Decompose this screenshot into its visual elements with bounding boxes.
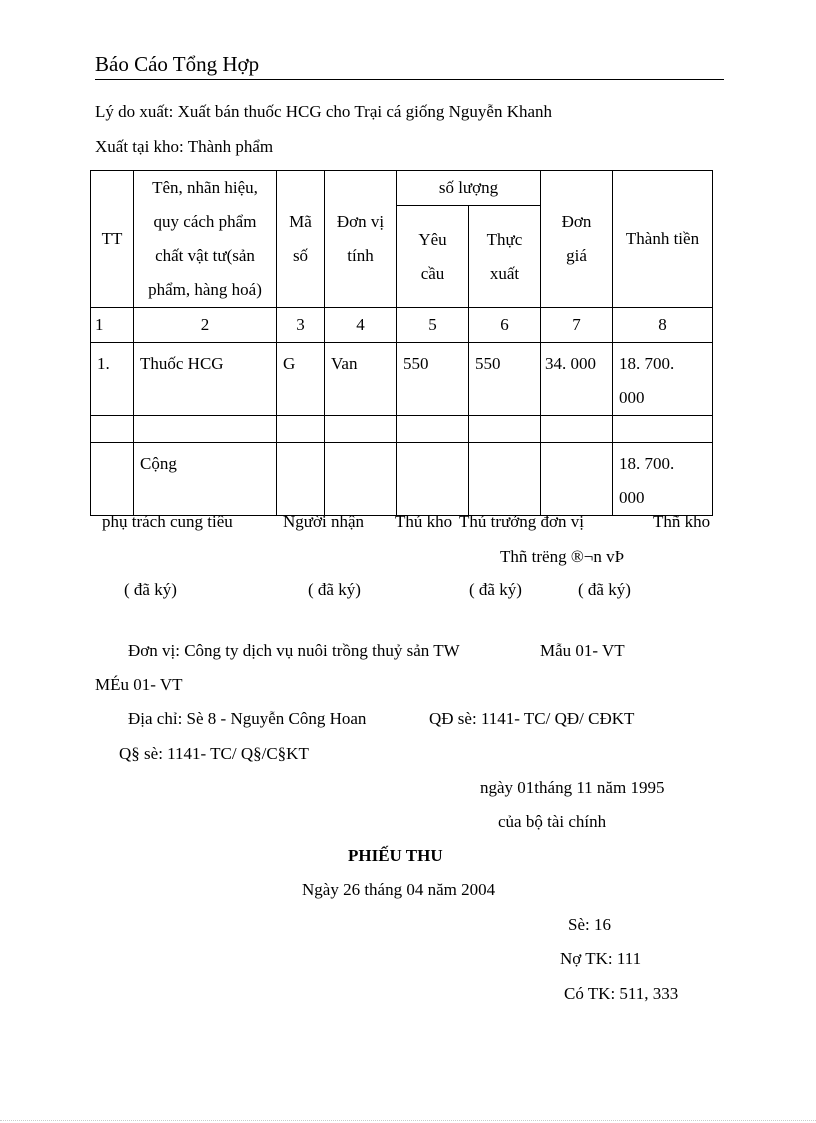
page-header-title: Báo Cáo Tổng Hợp	[95, 52, 260, 76]
receipt-number: Sè: 16	[568, 915, 611, 934]
signed-mark: ( đã ký)	[308, 580, 361, 599]
table-header-row	[91, 171, 713, 206]
export-warehouse: Xuất tại kho: Thành phẩm	[95, 137, 274, 156]
col-req-header	[397, 206, 469, 308]
col-code-header	[277, 171, 325, 308]
number-cell: 5	[397, 308, 469, 343]
col-code-line: Mã	[289, 212, 312, 231]
sum-total-line: 000	[619, 488, 645, 507]
sum-label: Cộng	[134, 443, 277, 516]
row-act: 550	[469, 343, 541, 416]
row-unit: Van	[325, 343, 397, 416]
number-cell: 3	[277, 308, 325, 343]
receipt-form-alt: MÉu 01- VT	[95, 675, 183, 694]
signature-receiver: Người nhận	[283, 512, 364, 531]
table-row	[91, 343, 713, 416]
row-name: Thuốc HCG	[134, 343, 277, 416]
col-total-header: Thành tiền	[613, 171, 713, 308]
row-total-line: 18. 700.	[619, 354, 675, 373]
signature-head: Thủ trưởng đơn vị	[459, 512, 584, 531]
col-name-line: phẩm, hàng hoá)	[148, 280, 262, 299]
receipt-debit: Nợ TK: 111	[560, 949, 642, 968]
col-act-line: Thực	[486, 229, 523, 249]
signed-mark: ( đã ký)	[469, 580, 522, 599]
row-total	[613, 343, 713, 416]
col-unit-line: tính	[347, 246, 374, 265]
header-divider	[95, 79, 724, 80]
table-sum-row	[91, 443, 713, 516]
col-code-line: số	[292, 246, 309, 265]
col-req-line: cầu	[420, 263, 445, 283]
col-qty-header: số lượng	[397, 171, 541, 206]
number-cell: 6	[469, 308, 541, 343]
receipt-decision-alt: Q§ sè: 1141- TC/ Q§/C§KT	[119, 744, 309, 763]
col-price-line: Đơn	[561, 212, 592, 231]
signature-storekeeper-alt: Thñ kho	[653, 512, 711, 531]
number-cell: 7	[541, 308, 613, 343]
signed-mark: ( đã ký)	[124, 580, 177, 599]
col-act-line: xuất	[489, 263, 520, 283]
row-req: 550	[397, 343, 469, 416]
col-act-header	[469, 206, 541, 308]
signature-head-alt: Thñ trëng ®¬n vÞ	[500, 547, 625, 566]
col-name-line: chất vật tư(sản	[155, 246, 255, 265]
export-table	[90, 170, 713, 516]
col-price-line: giá	[566, 246, 587, 265]
table-row-empty	[91, 416, 713, 443]
page-bottom-divider	[0, 1120, 816, 1121]
signature-storekeeper: Thủ kho	[395, 512, 453, 531]
col-unit-line: Đơn vị	[336, 212, 385, 231]
signed-mark: ( đã ký)	[578, 580, 631, 599]
col-price-header	[541, 171, 613, 308]
table-number-row	[91, 308, 713, 343]
receipt-title: PHIẾU THU	[348, 846, 443, 865]
number-cell: 1	[91, 308, 134, 343]
row-total-line: 000	[619, 388, 645, 407]
signature-supply: phụ trách cung tiêu	[102, 512, 233, 531]
col-req-line: Yêu	[418, 229, 447, 249]
receipt-credit: Có TK: 511, 333	[564, 984, 679, 1003]
number-cell: 4	[325, 308, 397, 343]
export-reason: Lý do xuất: Xuất bán thuốc HCG cho Trại cá giống Nguyễn Khanh	[95, 102, 553, 121]
receipt-decision-date: ngày 01tháng 11 năm 1995	[480, 778, 665, 797]
number-cell: 8	[613, 308, 713, 343]
row-price: 34. 000	[541, 343, 613, 416]
receipt-decision: QĐ sè: 1141- TC/ QĐ/ CĐKT	[429, 709, 635, 728]
number-cell: 2	[134, 308, 277, 343]
col-name-line: Tên, nhãn hiệu,	[152, 178, 258, 197]
receipt-address: Địa chỉ: Sè 8 - Nguyễn Công Hoan	[128, 709, 367, 728]
col-name-header	[134, 171, 277, 308]
col-tt-header: TT	[91, 171, 134, 308]
col-name-line: quy cách phẩm	[153, 212, 257, 231]
receipt-unit: Đơn vị: Công ty dịch vụ nuôi trồng thuỷ sản TW	[128, 641, 460, 660]
receipt-ministry: của bộ tài chính	[498, 812, 607, 831]
sum-total	[613, 443, 713, 516]
sum-total-line: 18. 700.	[619, 454, 675, 473]
row-tt: 1.	[91, 343, 134, 416]
receipt-form: Mẫu 01- VT	[540, 641, 625, 660]
receipt-date: Ngày 26 tháng 04 năm 2004	[302, 880, 496, 899]
row-code: G	[277, 343, 325, 416]
col-unit-header	[325, 171, 397, 308]
